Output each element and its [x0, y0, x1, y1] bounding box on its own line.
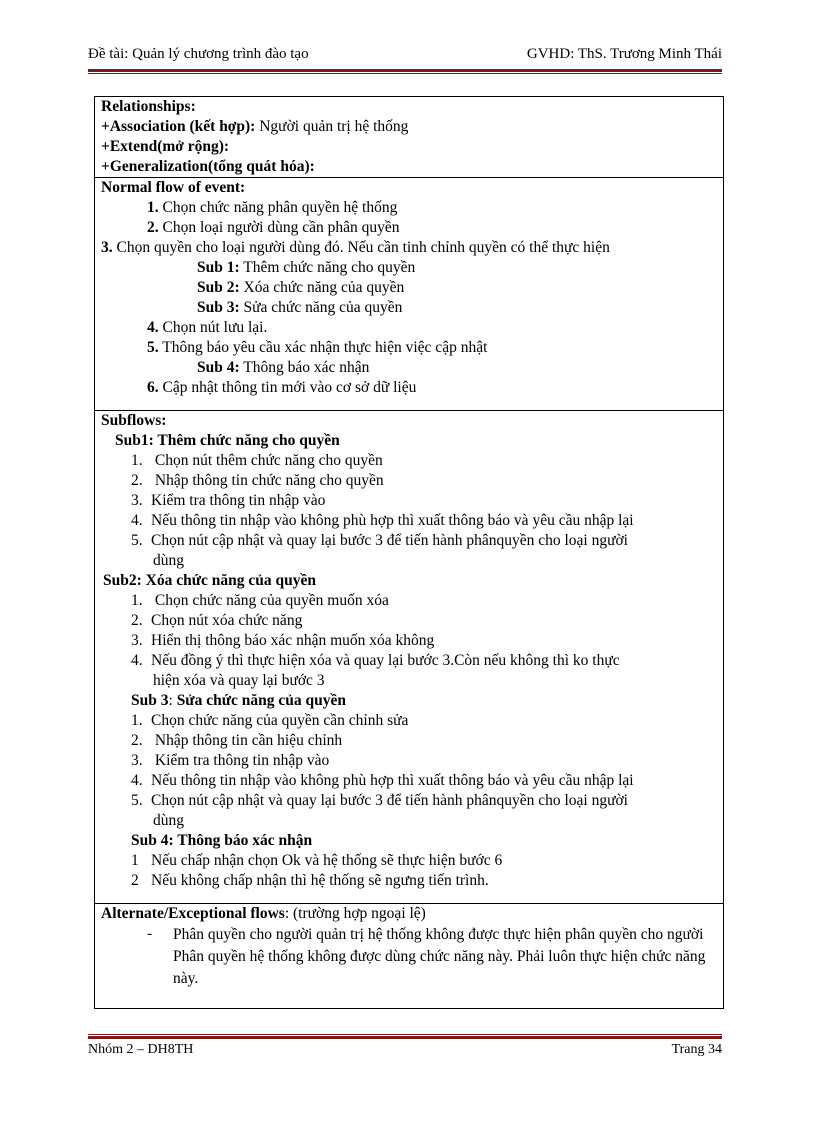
item-text: Chọn chức năng của quyền muốn xóa	[151, 592, 389, 609]
relationships-cell	[95, 97, 723, 177]
item-text: Hiển thị thông báo xác nhận muốn xóa không	[151, 632, 435, 649]
normal-substep	[101, 258, 717, 278]
item-number: 3.	[131, 632, 143, 649]
alternate-title-suffix: : (trường hợp ngoại lệ)	[284, 905, 426, 922]
relationships-title: Relationships:	[101, 98, 196, 115]
bullet-dash: -	[147, 925, 153, 942]
generalization-row: +Generalization(tổng quát hóa):	[101, 158, 315, 175]
item-text: Chọn nút thêm chức năng cho quyền	[151, 452, 383, 469]
item-number: 1	[131, 852, 139, 869]
normal-flow-cell	[95, 177, 723, 410]
normal-step	[101, 338, 717, 358]
item-text: Chọn nút xóa chức năng	[151, 612, 303, 629]
footer-rule-thin	[88, 1034, 722, 1035]
header-rule-thin	[88, 73, 722, 74]
sub3-title-colon: :	[168, 692, 177, 709]
list-item	[101, 611, 717, 631]
alternate-title: Alternate/Exceptional flows	[101, 905, 285, 922]
item-number: 3.	[131, 752, 143, 769]
item-number: 3.	[131, 492, 143, 509]
item-number: 4.	[131, 772, 143, 789]
normal-step	[101, 218, 717, 238]
item-text: Nếu chấp nhận chọn Ok và hệ thống sẽ thực hiện bước 6	[151, 852, 503, 869]
normal-step	[101, 198, 717, 218]
list-item	[101, 471, 717, 491]
list-item	[101, 851, 717, 871]
item-text: Nhập thông tin chức năng cho quyền	[151, 472, 384, 489]
alternate-text: Phân quyền cho người quản trị hệ thống không được thực hiện phân quyền cho người Phân quyền hệ thống không được dùng chức năng này. Phải luôn thực hiện chức năng này.	[173, 926, 706, 987]
item-text: Nếu thông tin nhập vào không phù hợp thì xuất thông báo và yêu cầu nhập lại	[151, 512, 634, 529]
item-number: 4.	[131, 652, 143, 669]
normal-step	[101, 378, 717, 398]
substep-label: Sub 2:	[197, 279, 240, 296]
association-row	[101, 117, 717, 137]
substep-text: Thêm chức năng cho quyền	[239, 259, 416, 276]
footer-group: Nhóm 2 – DH8TH	[88, 1042, 194, 1057]
substep-text: Thông báo xác nhận	[239, 359, 370, 376]
item-text: Nhập thông tin cần hiệu chỉnh	[151, 732, 343, 749]
step-text: Cập nhật thông tin mới vào cơ sở dữ liệu	[158, 379, 417, 396]
footer-page-number: Trang 34	[671, 1042, 722, 1057]
list-item	[101, 711, 717, 731]
list-item	[101, 871, 717, 891]
item-text: Nếu không chấp nhận thì hệ thống sẽ ngưng tiến trình.	[151, 872, 489, 889]
substep-label: Sub 3:	[197, 299, 240, 316]
association-label: +Association (kết hợp):	[101, 118, 256, 135]
substep-label: Sub 1:	[197, 259, 240, 276]
step-number: 1.	[147, 199, 159, 216]
list-item	[101, 731, 717, 751]
item-text: Chọn nút cập nhật và quay lại bước 3 để tiến hành phânquyền cho loại người	[151, 792, 628, 809]
sub3-title	[101, 691, 717, 711]
item-number: 4.	[131, 512, 143, 529]
alternate-item	[101, 924, 717, 990]
item-text: Chọn nút cập nhật và quay lại bước 3 để tiến hành phânquyền cho loại người	[151, 532, 628, 549]
subflows-cell	[95, 410, 723, 903]
normal-flow-title: Normal flow of event:	[101, 179, 246, 196]
step-text: Chọn quyền cho loại người dùng đó. Nếu cần tinh chỉnh quyền có thể thực hiện	[112, 239, 610, 256]
item-number: 2.	[131, 732, 143, 749]
step-number: 4.	[147, 319, 159, 336]
sub4-title: Sub 4: Thông báo xác nhận	[131, 832, 313, 849]
normal-step	[101, 238, 717, 258]
step-number: 3.	[101, 239, 113, 256]
page-footer	[88, 1042, 722, 1058]
sub1-title: Sub1: Thêm chức năng cho quyền	[115, 432, 340, 449]
normal-substep	[101, 358, 717, 378]
item-text: Chọn chức năng của quyền cần chỉnh sửa	[151, 712, 409, 729]
item-number: 1.	[131, 712, 143, 729]
list-item	[101, 791, 717, 811]
normal-substep	[101, 298, 717, 318]
step-text: Chọn nút lưu lại.	[158, 319, 268, 336]
extend-row: +Extend(mở rộng):	[101, 138, 230, 155]
list-item	[101, 491, 717, 511]
list-item	[101, 751, 717, 771]
list-item-continuation: dùng	[153, 812, 184, 829]
list-item	[101, 591, 717, 611]
normal-substep	[101, 278, 717, 298]
item-number: 2.	[131, 612, 143, 629]
list-item-continuation: dùng	[153, 552, 184, 569]
item-number: 5.	[131, 532, 143, 549]
sub3-title-text: Sửa chức năng của quyền	[176, 692, 347, 709]
header-rule-thick	[88, 69, 722, 72]
list-item	[101, 451, 717, 471]
step-number: 2.	[147, 219, 159, 236]
step-number: 5.	[147, 339, 159, 356]
association-value: Người quản trị hệ thống	[255, 118, 409, 135]
list-item	[101, 511, 717, 531]
substep-text: Xóa chức năng của quyền	[239, 279, 405, 296]
alternate-title-row	[101, 904, 717, 924]
page-header	[88, 46, 722, 63]
step-text: Thông báo yêu cầu xác nhận thực hiện việc cập nhật	[158, 339, 488, 356]
substep-text: Sửa chức năng của quyền	[239, 299, 403, 316]
alternate-flows-cell	[95, 903, 723, 1008]
list-item	[101, 651, 717, 671]
substep-label: Sub 4:	[197, 359, 240, 376]
item-number: 1.	[131, 452, 143, 469]
normal-step	[101, 318, 717, 338]
item-text: Kiểm tra thông tin nhập vào	[151, 492, 326, 509]
footer-rule-thick	[88, 1036, 722, 1039]
subflows-title: Subflows:	[101, 412, 167, 429]
list-item-continuation: hiện xóa và quay lại bước 3	[153, 672, 325, 689]
item-text: Nếu đồng ý thì thực hiện xóa và quay lại bước 3.Còn nếu không thì ko thực	[151, 652, 620, 669]
item-text: Kiểm tra thông tin nhập vào	[151, 752, 330, 769]
item-number: 2	[131, 872, 139, 889]
step-text: Chọn loại người dùng cần phân quyền	[158, 219, 400, 236]
item-number: 2.	[131, 472, 143, 489]
step-text: Chọn chức năng phân quyền hệ thống	[158, 199, 398, 216]
sub2-title: Sub2: Xóa chức năng của quyền	[103, 572, 317, 589]
list-item	[101, 631, 717, 651]
header-advisor: GVHD: ThS. Trương Minh Thái	[526, 46, 722, 62]
list-item	[101, 531, 717, 551]
item-text: Nếu thông tin nhập vào không phù hợp thì xuất thông báo và yêu cầu nhập lại	[151, 772, 634, 789]
use-case-table	[94, 96, 724, 1009]
header-topic: Đề tài: Quản lý chương trình đào tạo	[88, 46, 309, 62]
step-number: 6.	[147, 379, 159, 396]
item-number: 5.	[131, 792, 143, 809]
item-number: 1.	[131, 592, 143, 609]
list-item	[101, 771, 717, 791]
sub3-title-label: Sub 3	[131, 692, 169, 709]
